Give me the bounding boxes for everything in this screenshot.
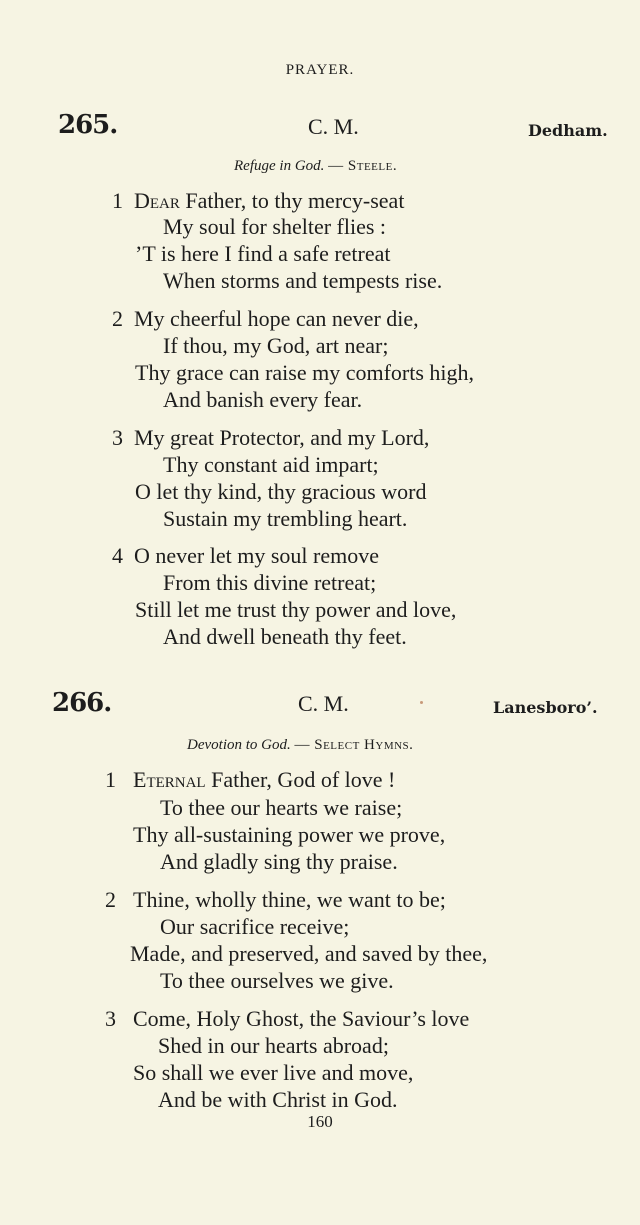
verse-line: Thy grace can raise my comforts high, bbox=[135, 360, 475, 385]
verse-line-text: Thine, wholly thine, we want to be; bbox=[133, 887, 446, 912]
hymn-title: Devotion to God. bbox=[187, 737, 291, 753]
hymn-meter: C. M. bbox=[308, 114, 359, 139]
hymn-subtitle bbox=[234, 158, 397, 175]
verse-line: Still let me trust thy power and love, bbox=[135, 597, 457, 622]
hymn-subtitle bbox=[187, 737, 413, 754]
verse-line: To thee our hearts we raise; bbox=[160, 795, 403, 820]
verse-line-text: Come, Holy Ghost, the Saviour’s love bbox=[133, 1006, 470, 1031]
verse-line: Shed in our hearts abroad; bbox=[158, 1033, 389, 1058]
verse-line bbox=[112, 188, 404, 214]
verse-line: And banish every fear. bbox=[163, 387, 363, 412]
verse-line: Thy all-sustaining power we prove, bbox=[133, 822, 446, 847]
verse-line: Our sacrifice receive; bbox=[160, 914, 350, 939]
running-head: PRAYER. bbox=[285, 62, 355, 78]
verse-line: When storms and tempests rise. bbox=[163, 268, 443, 293]
verse-line: To thee ourselves we give. bbox=[160, 968, 394, 993]
hymn-meter: C. M. bbox=[298, 691, 349, 716]
verse-line: O let thy kind, thy gracious word bbox=[135, 479, 427, 504]
verse-line-text: My great Protector, and my Lord, bbox=[134, 425, 430, 450]
hymn-author: — Steele. bbox=[328, 158, 398, 174]
verse-line bbox=[105, 1006, 469, 1032]
verse-line: Thy constant aid impart; bbox=[163, 452, 379, 477]
hymn-title: Refuge in God. bbox=[234, 158, 325, 174]
verse-first-words: Dear bbox=[134, 188, 180, 213]
verse-first-words: Eternal bbox=[133, 767, 206, 792]
verse-line: And gladly sing thy praise. bbox=[160, 849, 398, 874]
verse-number: 1 bbox=[112, 188, 123, 213]
verse-line-text: O never let my soul remove bbox=[134, 543, 379, 568]
verse-line-text: My cheerful hope can never die, bbox=[134, 306, 419, 331]
verse-number: 4 bbox=[112, 543, 123, 568]
verse-line-text: Father, to thy mercy-seat bbox=[179, 188, 405, 213]
verse-number: 2 bbox=[105, 887, 116, 912]
verse-line-text: Father, God of love ! bbox=[205, 767, 396, 792]
hymn-number: 266. bbox=[52, 688, 112, 718]
verse-line bbox=[105, 887, 446, 913]
verse-line: Sustain my trembling heart. bbox=[163, 506, 408, 531]
verse-number: 2 bbox=[112, 306, 123, 331]
verse-line bbox=[112, 306, 419, 332]
verse-number: 3 bbox=[112, 425, 123, 450]
page-number: 160 bbox=[307, 1112, 333, 1131]
verse-line: So shall we ever live and move, bbox=[133, 1060, 414, 1085]
verse-line bbox=[112, 543, 379, 569]
hymn-tune: Lanesboro’. bbox=[493, 698, 598, 717]
verse-number: 3 bbox=[105, 1006, 116, 1031]
verse-line: My soul for shelter flies : bbox=[163, 214, 387, 239]
hymn-tune: Dedham. bbox=[528, 121, 608, 140]
verse-line bbox=[105, 767, 395, 793]
hymn-author: — Select Hymns. bbox=[294, 737, 414, 753]
verse-line bbox=[112, 425, 429, 451]
verse-line: And be with Christ in God. bbox=[158, 1087, 398, 1112]
stray-mark bbox=[420, 701, 423, 704]
hymn-number: 265. bbox=[58, 110, 118, 140]
verse-number: 1 bbox=[105, 767, 116, 792]
verse-line: ’T is here I find a safe retreat bbox=[135, 241, 391, 266]
verse-line: From this divine retreat; bbox=[163, 570, 377, 595]
verse-line: If thou, my God, art near; bbox=[163, 333, 389, 358]
verse-line: And dwell beneath thy feet. bbox=[163, 624, 407, 649]
verse-line: Made, and preserved, and saved by thee, bbox=[130, 941, 488, 966]
